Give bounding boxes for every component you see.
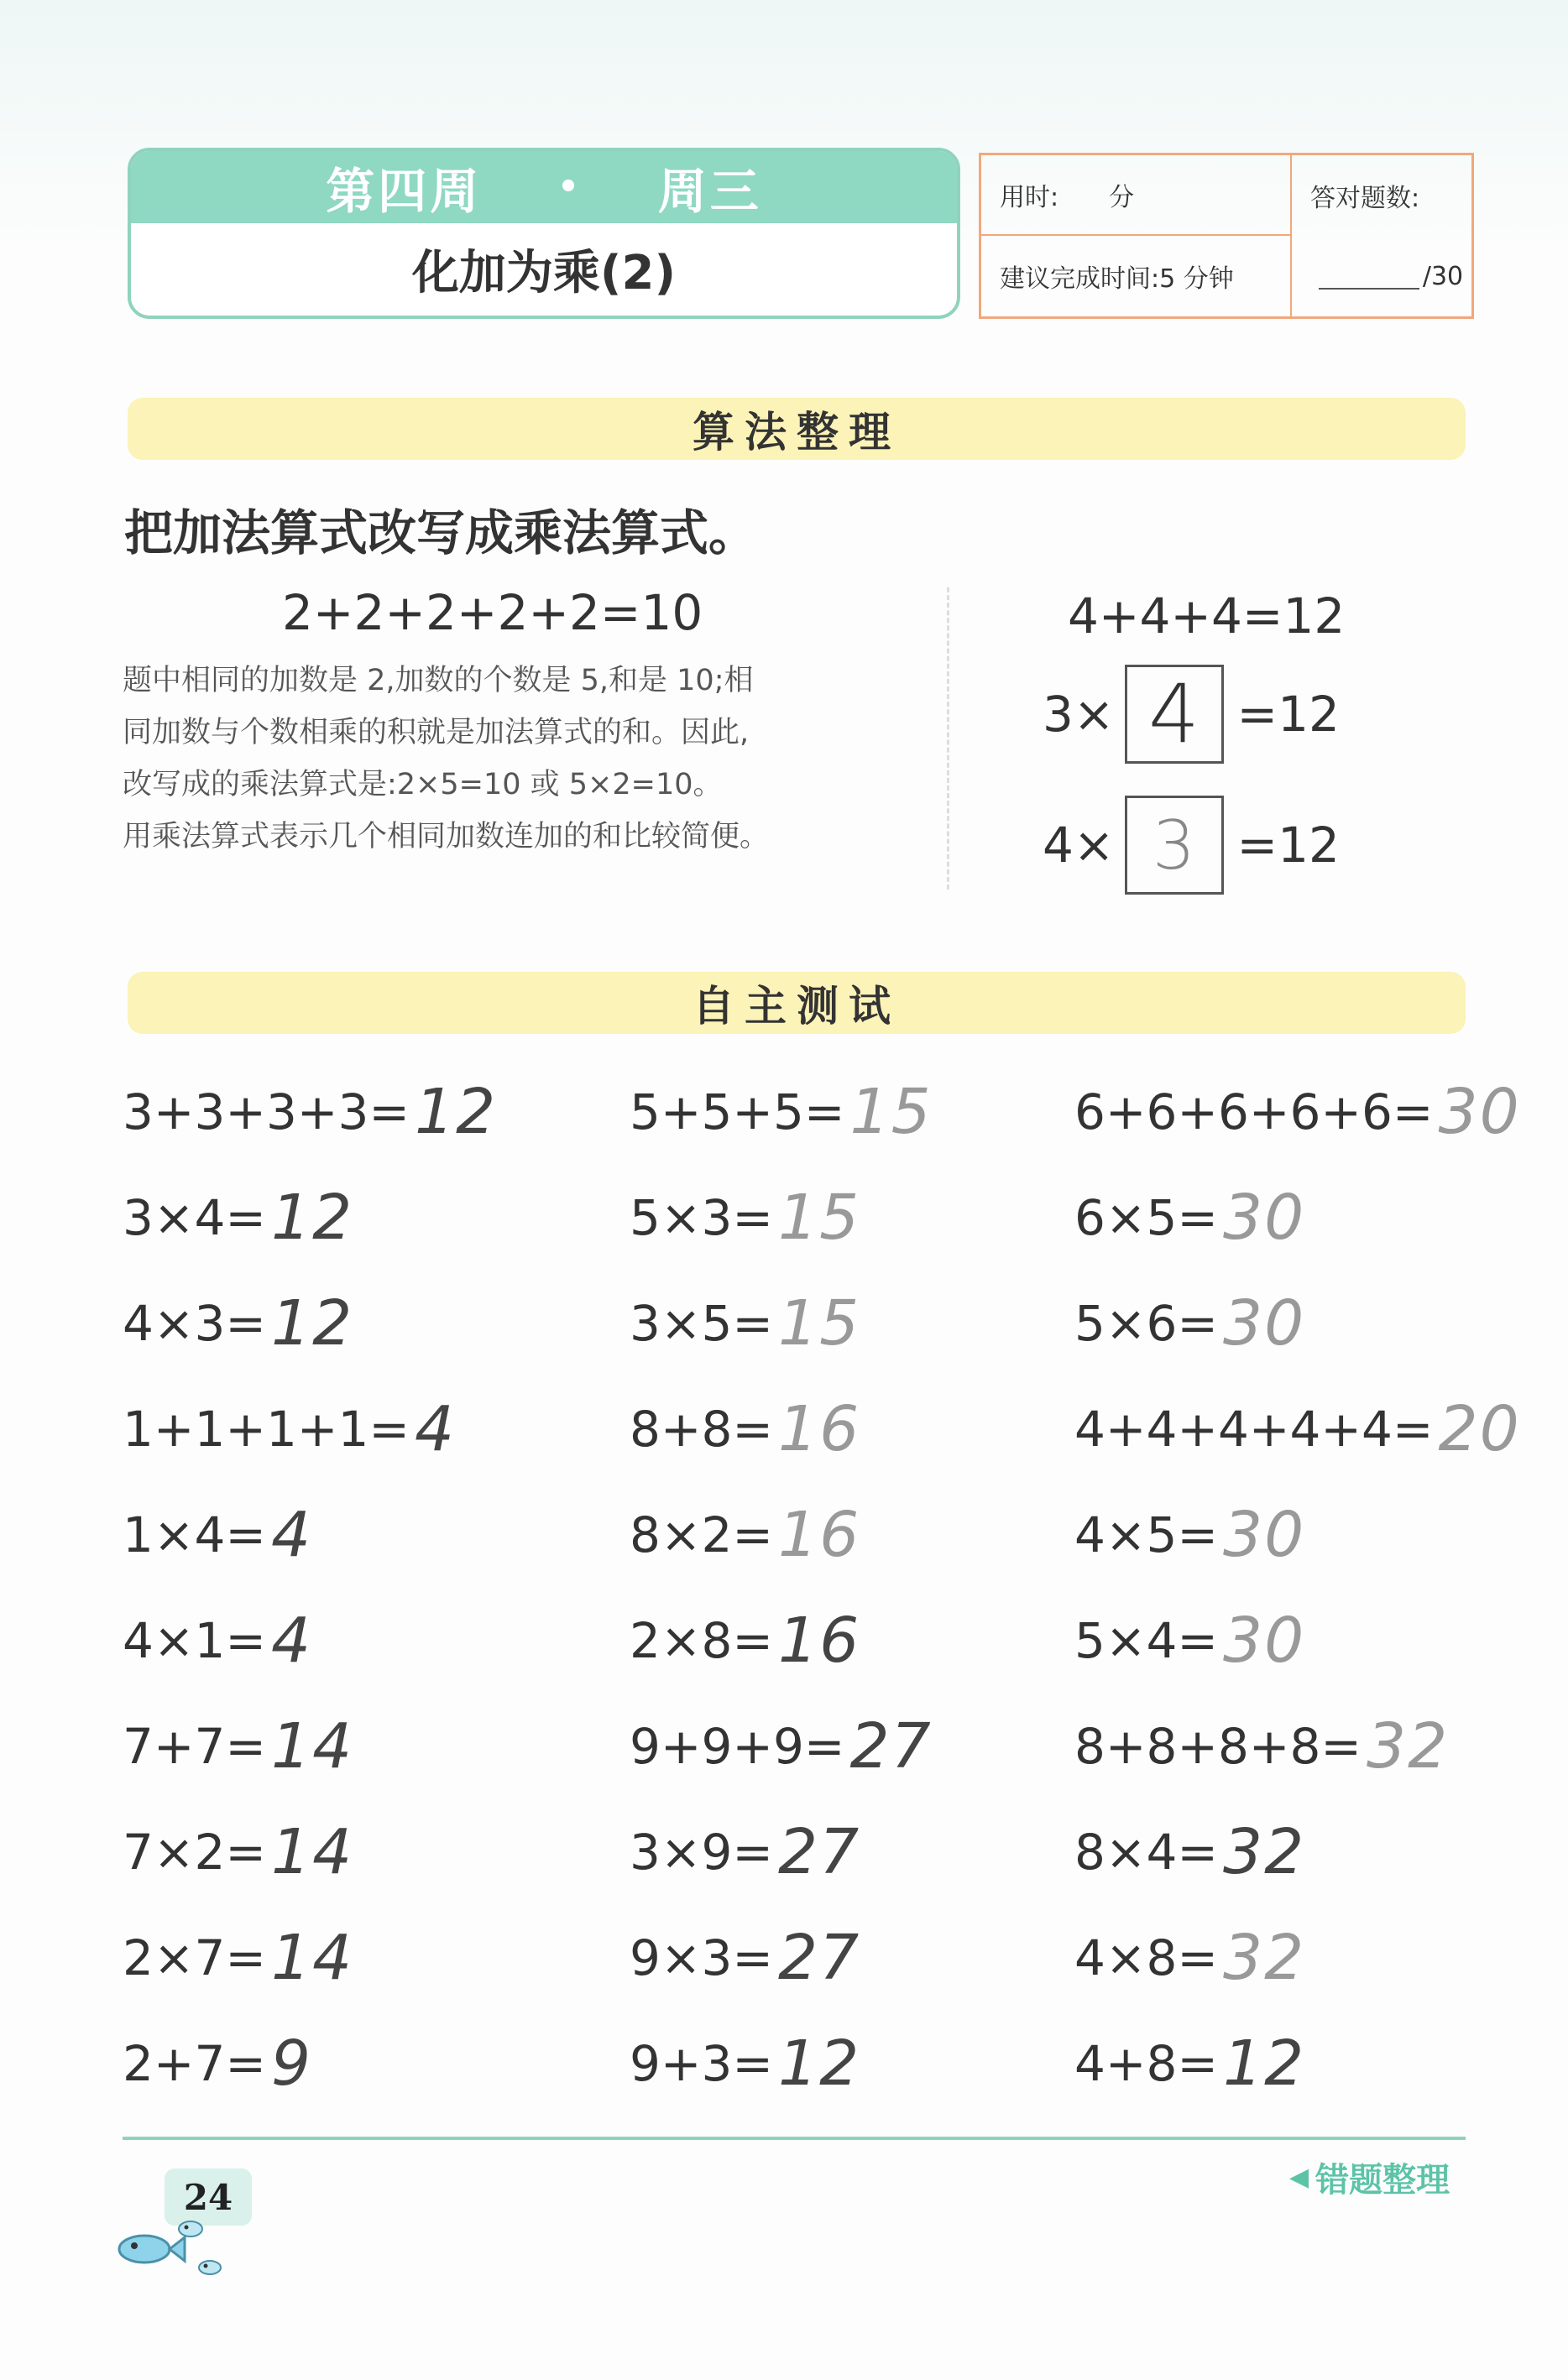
handwritten-answer[interactable]: 20 xyxy=(1438,1393,1521,1465)
explanation-text xyxy=(123,655,878,863)
handwritten-answer[interactable]: 12 xyxy=(1223,2028,1306,2100)
score-blank[interactable] xyxy=(1319,263,1419,290)
question: 4×5= xyxy=(1074,1506,1218,1563)
exercise-item xyxy=(1074,1165,1521,1271)
handwritten-answer[interactable]: 30 xyxy=(1223,1605,1306,1677)
week-label: 第四周 xyxy=(326,163,483,220)
handwritten-answer[interactable]: 30 xyxy=(1223,1287,1306,1360)
exercise-item xyxy=(1074,1905,1521,2011)
score-total: /30 xyxy=(1422,261,1464,291)
handwritten-answer[interactable]: 27 xyxy=(778,1816,861,1888)
question: 3+3+3+3= xyxy=(123,1083,410,1140)
exercise-item xyxy=(1074,1482,1521,1588)
handwritten-answer[interactable]: 12 xyxy=(415,1076,498,1148)
explanation-line: 改写成的乘法算式是:2×5=10 或 5×2=10。 xyxy=(123,768,723,801)
lesson-header xyxy=(128,148,960,319)
fill-row-1 xyxy=(1043,665,1340,764)
handwritten-answer[interactable]: 12 xyxy=(271,1182,354,1254)
handwritten-answer[interactable]: 30 xyxy=(1223,1499,1306,1571)
question: 8×4= xyxy=(1074,1824,1218,1881)
explanation-line: 用乘法算式表示几个相同加数连加的和比较简便。 xyxy=(123,820,770,853)
handwritten-answer[interactable]: 12 xyxy=(271,1287,354,1360)
exercise-item xyxy=(1074,2011,1521,2116)
question: 2+7= xyxy=(123,2035,266,2092)
fill-row-1-pre: 3× xyxy=(1043,686,1115,743)
question: 6+6+6+6+6= xyxy=(1074,1083,1434,1140)
handwritten-answer[interactable]: 16 xyxy=(778,1499,861,1571)
answer-box-1[interactable]: 4 xyxy=(1125,665,1224,764)
explanation-line: 题中相同的加数是 2,加数的个数是 5,和是 10;相 xyxy=(123,664,754,697)
question: 4×1= xyxy=(123,1612,266,1669)
handwritten-answer[interactable]: 14 xyxy=(271,1922,354,1994)
exercise-item xyxy=(630,1271,933,1376)
dashed-divider xyxy=(947,587,949,890)
question: 4×8= xyxy=(1074,1929,1218,1986)
handwritten-answer[interactable]: 15 xyxy=(778,1287,861,1360)
question: 5+5+5= xyxy=(630,1083,845,1140)
exercise-item xyxy=(123,1165,497,1271)
instruction-text: 把加法算式改写成乘法算式。 xyxy=(124,504,758,561)
day-label: 周三 xyxy=(657,163,762,220)
handwritten-answer[interactable]: 32 xyxy=(1223,1816,1306,1888)
question: 5×6= xyxy=(1074,1295,1218,1352)
explanation-line: 同加数与个数相乘的积就是加法算式的和。因此, xyxy=(123,716,750,749)
question: 2×7= xyxy=(123,1929,266,1986)
exercise-item xyxy=(123,1482,497,1588)
question: 6×5= xyxy=(1074,1189,1218,1246)
score-cell xyxy=(1292,236,1471,316)
exercise-item xyxy=(630,1799,933,1905)
time-cell xyxy=(981,155,1292,236)
handwritten-answer[interactable]: 14 xyxy=(271,1816,354,1888)
time-label: 用时: xyxy=(1000,183,1059,212)
time-unit: 分 xyxy=(1109,183,1135,212)
answer-box-2[interactable]: 3 xyxy=(1125,796,1224,895)
triangle-left-icon: ◀ xyxy=(1289,2163,1309,2192)
exercise-item xyxy=(123,1694,497,1799)
exercise-item xyxy=(630,1059,933,1165)
question: 5×4= xyxy=(1074,1612,1218,1669)
exercise-item xyxy=(1074,1694,1521,1799)
exercise-item xyxy=(123,1799,497,1905)
handwritten-answer[interactable]: 4 xyxy=(415,1393,457,1465)
lesson-title: 化加为乘(2) xyxy=(411,246,677,300)
example-equation: 2+2+2+2+2=10 xyxy=(282,584,703,641)
exercise-item xyxy=(123,2011,497,2116)
footer-divider xyxy=(123,2137,1466,2140)
exercise-item xyxy=(123,1271,497,1376)
exercise-item xyxy=(630,1165,933,1271)
exercise-item xyxy=(630,1905,933,2011)
handwritten-answer[interactable]: 16 xyxy=(778,1605,861,1677)
fill-row-2 xyxy=(1043,796,1340,895)
separator-dot: • xyxy=(557,168,583,206)
correct-count-label: 答对题数: xyxy=(1310,184,1420,213)
question: 4+8= xyxy=(1074,2035,1218,2092)
exercise-column-1 xyxy=(123,1059,497,2116)
question: 1+1+1+1= xyxy=(123,1401,410,1458)
handwritten-answer[interactable]: 30 xyxy=(1438,1076,1521,1148)
question: 1×4= xyxy=(123,1506,266,1563)
question: 8+8= xyxy=(630,1401,773,1458)
question: 4+4+4+4+4= xyxy=(1074,1401,1434,1458)
handwritten-answer[interactable]: 27 xyxy=(778,1922,861,1994)
fill-row-1-post: =12 xyxy=(1236,686,1340,743)
fill-row-2-post: =12 xyxy=(1236,817,1340,874)
question: 7+7= xyxy=(123,1718,266,1775)
question: 9+9+9= xyxy=(630,1718,845,1775)
exercise-item xyxy=(1074,1059,1521,1165)
section-title-algorithm: 算法整理 xyxy=(128,398,1466,460)
question: 5×3= xyxy=(630,1189,773,1246)
exercise-item xyxy=(1074,1588,1521,1694)
right-example-equation: 4+4+4=12 xyxy=(1068,587,1346,645)
handwritten-answer[interactable]: 30 xyxy=(1223,1182,1306,1254)
question: 9×3= xyxy=(630,1929,773,1986)
handwritten-answer[interactable]: 15 xyxy=(778,1182,861,1254)
exercise-item xyxy=(630,1376,933,1482)
handwritten-answer[interactable]: 27 xyxy=(849,1710,933,1782)
handwritten-answer[interactable]: 12 xyxy=(778,2028,861,2100)
handwritten-answer[interactable]: 15 xyxy=(849,1076,933,1148)
exercise-item xyxy=(1074,1271,1521,1376)
exercise-item xyxy=(123,1588,497,1694)
handwritten-answer[interactable]: 4 xyxy=(271,1499,313,1571)
fish-decoration-icon xyxy=(111,2216,245,2283)
exercise-item xyxy=(630,1694,933,1799)
question: 8+8+8+8= xyxy=(1074,1718,1362,1775)
handwritten-answer[interactable]: 32 xyxy=(1223,1922,1306,1994)
question: 3×5= xyxy=(630,1295,773,1352)
question: 2×8= xyxy=(630,1612,773,1669)
fill-row-2-pre: 4× xyxy=(1043,817,1115,874)
header-band xyxy=(131,151,957,223)
handwritten-answer[interactable]: 32 xyxy=(1367,1710,1450,1782)
handwritten-answer[interactable]: 4 xyxy=(271,1605,313,1677)
question: 3×4= xyxy=(123,1189,266,1246)
exercise-column-3 xyxy=(1074,1059,1521,2116)
exercise-item xyxy=(1074,1799,1521,1905)
question: 7×2= xyxy=(123,1824,266,1881)
handwritten-answer[interactable]: 16 xyxy=(778,1393,861,1465)
question: 4×3= xyxy=(123,1295,266,1352)
error-review-label: 错题整理 xyxy=(1315,2161,1450,2200)
question: 8×2= xyxy=(630,1506,773,1563)
error-review-link[interactable] xyxy=(1289,2153,1450,2201)
exercise-item xyxy=(630,1588,933,1694)
exercise-item xyxy=(630,1482,933,1588)
info-table xyxy=(979,153,1474,319)
suggested-time: 建议完成时间:5 分钟 xyxy=(981,236,1292,316)
page-number: 24 xyxy=(165,2169,252,2226)
exercise-item xyxy=(630,2011,933,2116)
exercise-item xyxy=(1074,1376,1521,1482)
exercise-item xyxy=(123,1376,497,1482)
handwritten-answer[interactable]: 14 xyxy=(271,1710,354,1782)
exercise-item xyxy=(123,1905,497,2011)
question: 3×9= xyxy=(630,1824,773,1881)
question: 9+3= xyxy=(630,2035,773,2092)
exercise-item xyxy=(123,1059,497,1165)
section-title-self-test: 自主测试 xyxy=(128,972,1466,1034)
exercise-column-2 xyxy=(630,1059,933,2116)
handwritten-answer[interactable]: 9 xyxy=(271,2028,313,2100)
